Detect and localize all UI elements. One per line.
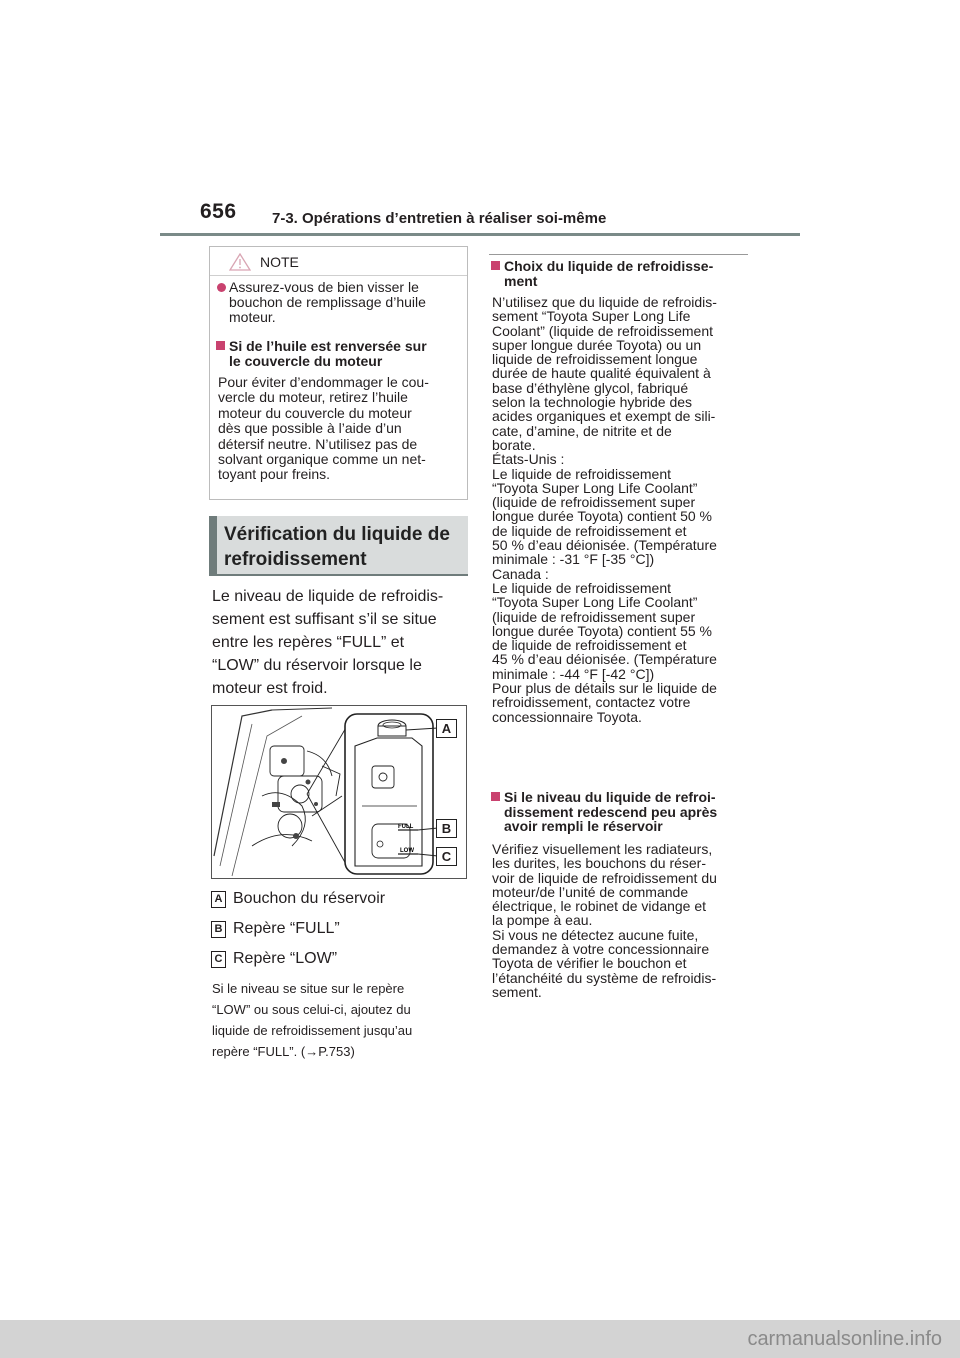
body-line: moteur/de l’unité de commande [492,883,689,900]
note-bullet [216,280,464,325]
note-subhead-line1: Si de l’huile est renversée sur [229,338,427,354]
coolant-choice-line1: Choix du liquide de refroidisse- [504,258,714,274]
warning-triangle-icon [229,253,251,271]
body-line: de liquide de refroidissement et [492,522,687,539]
note-subhead [216,339,464,369]
heading-line1: Vérification du liquide de [224,524,450,545]
body-line: (liquide de refroidissement super [492,494,696,511]
section-title: 7-3. Opérations d’entretien à réaliser soi-même [272,210,607,227]
body-line: voir de liquide de refroidissement du [492,869,717,886]
note-body-line: Pour éviter d’endommager le cou- [218,374,429,390]
low-level-note [212,978,470,1062]
body-line: électrique, le robinet de vidange et [492,898,707,915]
legend-text-a: Bouchon du réservoir [233,890,386,907]
intro-line: “LOW” du réservoir lorsque le [212,657,422,674]
body-line: Canada : [492,565,549,582]
body-line: Toyota de vérifier le bouchon et [492,955,687,972]
note-body-line: détersif neutre. N’utilisez pas de [218,435,418,452]
note-body-line: vercle du moteur, retirez l’huile [218,389,408,406]
body-line: minimale : -31 °F [-35 °C]) [492,551,655,568]
coolant-drop-line3: avoir rempli le réservoir [504,818,663,834]
body-line: Le liquide de refroidissement [492,579,671,596]
body-line: sement “Toyota Super Long Life [492,308,691,325]
coolant-drop-body [492,842,754,999]
coolant-reservoir-illustration [211,705,467,879]
body-line: “Toyota Super Long Life Coolant” [492,594,698,611]
legend-key-b: B [211,921,226,938]
body-line: Pour plus de détails sur le liquide de [492,680,717,697]
legend-key-c: C [211,951,226,968]
body-line: “Toyota Super Long Life Coolant” [492,479,698,496]
body-line: selon la technologie hybride des [492,394,693,411]
body-line: Si vous ne détectez aucune fuite, [492,926,699,943]
body-line: borate. [492,436,536,453]
body-line: liquide de refroidissement longue [492,351,698,368]
body-line: minimale : -44 °F [-42 °C]) [492,665,655,682]
coolant-drop-line2: dissement redescend peu après [504,803,718,820]
body-line: sement. [492,983,542,1000]
note-box [209,246,468,500]
coolant-drop-subhead [491,790,753,834]
legend-item-a [211,890,385,908]
note-header [210,247,467,276]
legend-text-b: Repère “FULL” [233,920,340,937]
body-line: cate, d’amine, de nitrite et de [492,422,672,439]
legend-item-c [211,950,337,968]
note-title: NOTE [260,254,299,270]
intro-paragraph [212,585,470,700]
note-body-line: toyant pour freins. [218,466,331,483]
header-rule [160,233,800,236]
note-body-line: dès que possible à l’aide d’un [218,420,402,437]
low-note-line: liquide de refroidissement jusqu’au [212,1023,413,1038]
callout-b: B [436,819,457,838]
heading-line2: refroidissement [224,549,367,570]
coolant-choice-subhead [491,259,753,288]
body-line: (liquide de refroidissement super [492,608,696,625]
body-line: 45 % d’eau déionisée. (Température [492,651,717,668]
body-line: États-Unis : [492,451,565,468]
body-line: longue durée Toyota) contient 50 % [492,508,713,525]
note-subhead-line2: le couvercle du moteur [229,353,383,369]
bullet-dot-icon [217,283,226,292]
intro-line: entre les repères “FULL” et [212,634,405,651]
note-body-line: moteur du couvercle du moteur [218,404,412,421]
body-line: l’étanchéité du système de refroidis- [492,969,717,986]
square-bullet-icon [491,261,500,270]
body-line: les durites, les bouchons du réser- [492,855,706,872]
body-line: Le liquide de refroidissement [492,465,671,482]
body-line: de liquide de refroidissement et [492,637,687,654]
coolant-choice-line2: ment [504,272,538,289]
body-line: refroidissement, contactez votre [492,694,691,711]
intro-line: moteur est froid. [212,680,328,697]
callout-c: C [436,847,457,866]
body-line: base d’éthylène glycol, fabriqué [492,379,689,396]
body-line: la pompe à eau. [492,912,593,929]
body-line: Vérifiez visuellement les radiateurs, [492,841,713,857]
square-bullet-icon [491,792,500,801]
page-number: 656 [200,200,237,223]
note-body-line: solvant organique comme un net- [218,451,426,468]
page-reference-link[interactable]: repère “FULL”. (→P.753) [212,1044,355,1059]
body-line: super longue durée Toyota) ou un [492,336,702,353]
body-line: demandez à votre concessionnaire [492,941,710,958]
full-mark-label: FULL [398,824,414,830]
legend-key-a: A [211,891,226,908]
section-heading [209,516,468,576]
callout-a: A [436,719,457,738]
square-bullet-icon [216,341,225,350]
intro-line: sement est suffisant s’il se situe [212,611,437,628]
body-line: longue durée Toyota) contient 55 % [492,622,713,639]
footer-watermark: carmanualsonline.info [0,1320,960,1358]
coolant-choice-body [492,295,754,724]
body-line: N’utilisez que du liquide de refroidis- [492,294,717,310]
body-line: Coolant” (liquide de refroidissement [492,322,713,339]
legend-item-b [211,920,340,938]
body-line: 50 % d’eau déionisée. (Température [492,537,717,554]
body-line: acides organiques et exempt de sili- [492,408,716,425]
low-note-line: Si le niveau se situe sur le repère [212,981,405,996]
heading-text [224,522,464,572]
note-bullet-text: Assurez-vous de bien visser le bouchon de remplissage d’huile moteur. [229,279,426,325]
note-body [218,375,464,483]
low-mark-label: LOW [400,848,414,854]
low-note-line: “LOW” ou sous celui-ci, ajoutez du [212,1002,411,1017]
intro-line: Le niveau de liquide de refroidis- [212,588,444,605]
body-line: concessionnaire Toyota. [492,708,642,725]
right-column-rule [489,254,748,255]
body-line: durée de haute qualité équivalent à [492,365,711,382]
heading-accent-bar [209,516,217,574]
coolant-drop-line1: Si le niveau du liquide de refroi- [504,789,716,805]
engine-bay-drawing [212,706,467,879]
legend-text-c: Repère “LOW” [233,950,338,967]
